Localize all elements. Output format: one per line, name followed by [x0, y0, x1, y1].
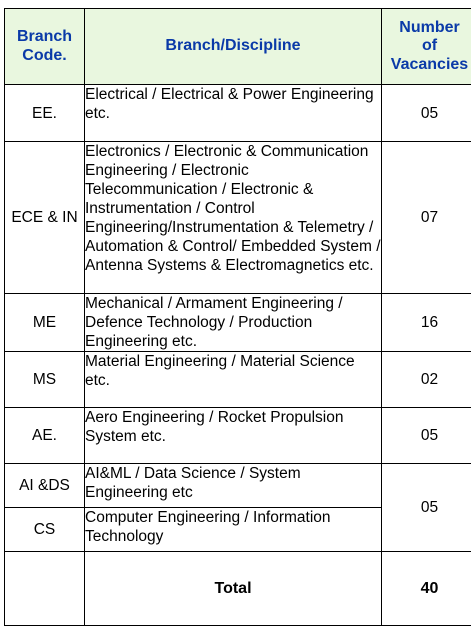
total-label: Total — [85, 552, 382, 626]
discipline-cell: AI&ML / Data Science / System Engineering etc — [85, 464, 382, 508]
branch-code-cell: MS — [5, 352, 85, 408]
header-number-of-vacancies: Number of Vacancies — [382, 9, 471, 85]
vacancies-cell: 07 — [382, 142, 471, 294]
branch-code-cell: CS — [5, 508, 85, 552]
discipline-cell: Electrical / Electrical & Power Engineering etc. — [85, 85, 382, 142]
vacancies-cell: 05 — [382, 85, 471, 142]
branch-code-cell: ME — [5, 294, 85, 352]
table-row — [5, 352, 471, 408]
table-row — [5, 85, 471, 142]
header-row — [5, 9, 471, 85]
discipline-cell: Electronics / Electronic & Communication Engineering / Electronic Telecommunication / Electronic & Instrumentation / Control Engineering/Instrumentation & Telemetry / Automation & Control/ Embedded System / Antenna Systems & Electromagnetics etc. — [85, 142, 382, 294]
discipline-cell: Material Engineering / Material Science etc. — [85, 352, 382, 408]
vacancies-cell: 02 — [382, 352, 471, 408]
vacancies-cell: 05 — [382, 464, 471, 552]
header-branch-discipline: Branch/Discipline — [85, 9, 382, 85]
discipline-cell: Mechanical / Armament Engineering / Defence Technology / Production Engineering etc. — [85, 294, 382, 352]
table-row — [5, 294, 471, 352]
table-row — [5, 408, 471, 464]
total-value: 40 — [382, 552, 471, 626]
branch-code-cell: AI &DS — [5, 464, 85, 508]
branch-code-cell: ECE & IN — [5, 142, 85, 294]
vacancies-cell: 16 — [382, 294, 471, 352]
total-row — [5, 552, 471, 626]
discipline-cell: Aero Engineering / Rocket Propulsion System etc. — [85, 408, 382, 464]
total-empty-cell — [5, 552, 85, 626]
table-row — [5, 142, 471, 294]
vacancies-cell: 05 — [382, 408, 471, 464]
header-branch-code: Branch Code. — [5, 9, 85, 85]
table-row — [5, 464, 471, 508]
branch-code-cell: EE. — [5, 85, 85, 142]
branch-code-cell: AE. — [5, 408, 85, 464]
vacancy-table — [4, 8, 471, 626]
discipline-cell: Computer Engineering / Information Technology — [85, 508, 382, 552]
